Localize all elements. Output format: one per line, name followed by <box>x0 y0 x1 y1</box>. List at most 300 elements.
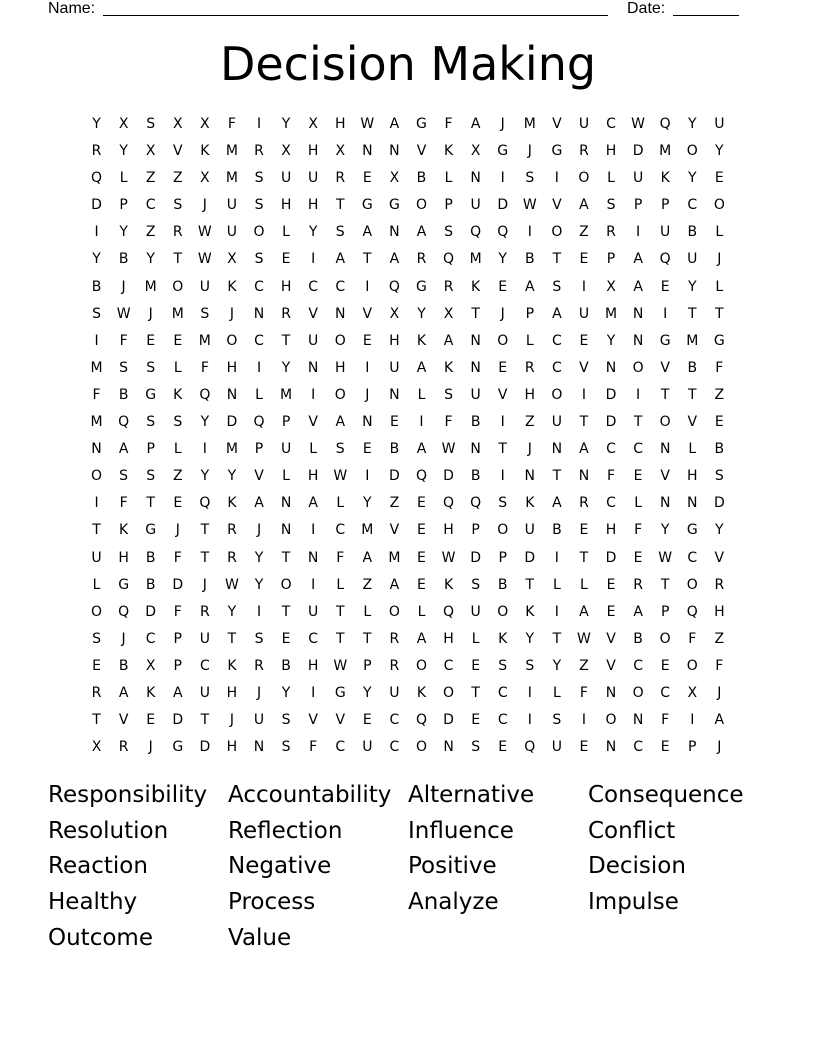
grid-letter[interactable]: T <box>227 630 237 647</box>
grid-letter[interactable]: Y <box>687 278 697 295</box>
grid-letter[interactable]: Z <box>579 224 589 241</box>
grid-letter[interactable]: O <box>497 332 509 349</box>
grid-letter[interactable]: N <box>307 359 319 376</box>
grid-letter[interactable]: T <box>146 495 155 512</box>
grid-letter[interactable]: I <box>690 712 695 729</box>
grid-letter[interactable]: D <box>605 549 617 566</box>
grid-letter[interactable]: E <box>660 278 670 295</box>
grid-letter[interactable]: E <box>417 522 426 539</box>
grid-letter[interactable]: P <box>146 441 155 458</box>
grid-letter[interactable]: S <box>498 495 508 512</box>
grid-letter[interactable]: R <box>335 170 346 187</box>
grid-letter[interactable]: V <box>416 143 427 160</box>
grid-letter[interactable]: O <box>713 197 725 214</box>
grid-letter[interactable]: J <box>500 305 505 322</box>
grid-letter[interactable]: A <box>118 684 129 701</box>
grid-letter[interactable]: Y <box>227 468 237 485</box>
grid-letter[interactable]: H <box>280 197 292 214</box>
grid-letter[interactable]: N <box>389 224 400 241</box>
grid-letter[interactable]: I <box>365 359 370 376</box>
grid-letter[interactable]: V <box>660 468 670 485</box>
grid-letter[interactable]: E <box>498 359 508 376</box>
grid-letter[interactable]: U <box>199 684 210 701</box>
grid-letter[interactable]: B <box>118 657 129 674</box>
grid-letter[interactable]: O <box>443 684 455 701</box>
grid-letter[interactable]: K <box>416 684 427 701</box>
grid-letter[interactable]: G <box>416 278 427 295</box>
grid-letter[interactable]: B <box>145 576 156 593</box>
grid-letter[interactable]: N <box>253 305 265 322</box>
grid-letter[interactable]: K <box>173 386 183 403</box>
grid-letter[interactable]: X <box>200 116 210 132</box>
grid-letter[interactable]: D <box>172 712 184 729</box>
grid-letter[interactable]: H <box>118 549 129 566</box>
grid-letter[interactable]: O <box>91 603 103 620</box>
grid-letter[interactable]: L <box>525 332 534 349</box>
grid-letter[interactable]: R <box>389 630 400 647</box>
grid-letter[interactable]: X <box>172 116 183 132</box>
grid-letter[interactable]: L <box>173 359 182 376</box>
grid-letter[interactable]: M <box>523 116 536 132</box>
grid-letter[interactable]: L <box>255 386 263 403</box>
grid-letter[interactable]: F <box>715 657 724 674</box>
grid-letter[interactable]: C <box>199 657 210 674</box>
grid-letter[interactable]: I <box>94 495 99 512</box>
grid-letter[interactable]: H <box>307 657 319 674</box>
grid-letter[interactable]: S <box>471 576 481 593</box>
grid-letter[interactable]: S <box>173 414 183 431</box>
grid-letter[interactable]: U <box>226 224 238 241</box>
grid-letter[interactable]: G <box>497 143 509 160</box>
grid-letter[interactable]: V <box>579 359 589 376</box>
grid-letter[interactable]: B <box>118 251 129 268</box>
grid-letter[interactable]: N <box>470 170 481 187</box>
grid-letter[interactable]: E <box>606 576 616 593</box>
grid-letter[interactable]: H <box>524 386 536 403</box>
grid-letter[interactable]: E <box>146 332 156 349</box>
grid-letter[interactable]: S <box>92 305 101 322</box>
grid-letter[interactable]: U <box>253 712 265 729</box>
grid-letter[interactable]: I <box>365 468 370 485</box>
grid-letter[interactable]: B <box>552 522 562 539</box>
grid-letter[interactable]: Z <box>714 630 725 647</box>
grid-letter[interactable]: L <box>688 441 697 458</box>
grid-letter[interactable]: S <box>146 359 156 376</box>
grid-letter[interactable]: F <box>227 116 236 132</box>
grid-letter[interactable]: R <box>633 576 643 593</box>
grid-letter[interactable]: Y <box>281 116 291 132</box>
grid-letter[interactable]: D <box>443 468 454 485</box>
grid-letter[interactable]: L <box>552 576 561 593</box>
grid-letter[interactable]: T <box>335 197 345 214</box>
grid-letter[interactable]: N <box>632 712 644 729</box>
grid-letter[interactable]: G <box>145 386 157 403</box>
grid-letter[interactable]: C <box>687 197 698 214</box>
grid-letter[interactable]: H <box>226 739 238 756</box>
grid-letter[interactable]: D <box>91 197 102 214</box>
grid-letter[interactable]: R <box>91 143 102 160</box>
grid-letter[interactable]: Y <box>146 251 155 268</box>
grid-letter[interactable]: W <box>333 657 348 674</box>
grid-letter[interactable]: E <box>714 170 724 187</box>
grid-letter[interactable]: E <box>146 712 156 729</box>
grid-letter[interactable]: T <box>552 468 562 485</box>
grid-letter[interactable]: V <box>362 305 373 322</box>
grid-letter[interactable]: N <box>335 305 346 322</box>
grid-letter[interactable]: U <box>551 739 562 756</box>
grid-letter[interactable]: C <box>497 684 508 701</box>
grid-letter[interactable]: U <box>470 197 481 214</box>
grid-letter[interactable]: K <box>498 630 508 647</box>
grid-letter[interactable]: T <box>281 603 291 620</box>
grid-letter[interactable]: B <box>145 549 156 566</box>
grid-letter[interactable]: D <box>199 739 211 756</box>
grid-letter[interactable]: J <box>717 739 722 756</box>
grid-letter[interactable]: I <box>256 116 262 132</box>
grid-letter[interactable]: R <box>254 657 264 674</box>
grid-letter[interactable]: S <box>281 739 291 756</box>
grid-letter[interactable]: A <box>389 116 400 132</box>
grid-letter[interactable]: C <box>687 549 698 566</box>
grid-letter[interactable]: A <box>254 495 264 512</box>
grid-letter[interactable]: U <box>660 224 671 241</box>
grid-letter[interactable]: N <box>470 441 481 458</box>
grid-letter[interactable]: B <box>687 359 698 376</box>
grid-letter[interactable]: D <box>470 549 482 566</box>
grid-letter[interactable]: V <box>660 359 670 376</box>
grid-letter[interactable]: F <box>606 468 616 485</box>
grid-letter[interactable]: L <box>715 278 724 295</box>
grid-letter[interactable]: I <box>94 332 99 349</box>
grid-letter[interactable]: F <box>173 603 182 620</box>
grid-letter[interactable]: M <box>225 170 238 187</box>
grid-letter[interactable]: M <box>659 143 672 160</box>
grid-letter[interactable]: A <box>552 495 562 512</box>
grid-letter[interactable]: I <box>636 224 641 241</box>
grid-letter[interactable]: S <box>525 170 535 187</box>
grid-letter[interactable]: Y <box>606 332 616 349</box>
grid-letter[interactable]: K <box>525 495 535 512</box>
grid-letter[interactable]: W <box>225 576 239 593</box>
grid-letter[interactable]: B <box>633 630 643 647</box>
grid-letter[interactable]: J <box>202 576 207 593</box>
grid-letter[interactable]: N <box>605 684 617 701</box>
grid-letter[interactable]: F <box>119 332 128 349</box>
grid-letter[interactable]: S <box>444 224 453 241</box>
grid-letter[interactable]: G <box>118 576 130 593</box>
grid-letter[interactable]: E <box>498 739 508 756</box>
grid-letter[interactable]: Y <box>715 143 724 160</box>
grid-letter[interactable]: V <box>497 386 508 403</box>
grid-letter[interactable]: L <box>282 224 290 241</box>
grid-letter[interactable]: Q <box>470 224 482 241</box>
grid-letter[interactable]: P <box>363 657 372 674</box>
grid-letter[interactable]: H <box>226 359 238 376</box>
grid-letter[interactable]: W <box>441 549 456 566</box>
grid-letter[interactable]: K <box>443 576 454 593</box>
grid-letter[interactable]: F <box>444 414 453 431</box>
grid-letter[interactable]: O <box>280 576 292 593</box>
grid-letter[interactable]: R <box>524 359 535 376</box>
grid-letter[interactable]: Y <box>363 684 372 701</box>
grid-letter[interactable]: F <box>661 712 670 729</box>
grid-letter[interactable]: P <box>173 630 182 647</box>
grid-letter[interactable]: T <box>552 630 562 647</box>
grid-letter[interactable]: E <box>173 495 183 512</box>
grid-letter[interactable]: C <box>254 278 264 295</box>
grid-letter[interactable]: B <box>389 441 400 458</box>
grid-letter[interactable]: A <box>308 495 318 512</box>
grid-letter[interactable]: C <box>335 278 346 295</box>
grid-letter[interactable]: S <box>119 468 129 485</box>
grid-letter[interactable]: N <box>470 359 481 376</box>
grid-letter[interactable]: N <box>605 359 617 376</box>
grid-letter[interactable]: U <box>714 116 725 132</box>
grid-letter[interactable]: C <box>551 332 562 349</box>
grid-letter[interactable]: G <box>334 684 346 701</box>
grid-letter[interactable]: Q <box>253 414 265 431</box>
grid-letter[interactable]: S <box>254 630 264 647</box>
grid-letter[interactable]: B <box>470 468 481 485</box>
grid-letter[interactable]: S <box>335 224 345 241</box>
grid-letter[interactable]: U <box>632 170 644 187</box>
grid-letter[interactable]: C <box>254 332 264 349</box>
grid-letter[interactable]: M <box>280 386 293 403</box>
grid-letter[interactable]: J <box>229 305 234 322</box>
grid-letter[interactable]: S <box>444 386 453 403</box>
grid-letter[interactable]: O <box>659 630 671 647</box>
grid-letter[interactable]: J <box>500 116 505 132</box>
grid-letter[interactable]: N <box>659 441 671 458</box>
grid-letter[interactable]: C <box>308 278 319 295</box>
grid-letter[interactable]: S <box>119 359 129 376</box>
grid-letter[interactable]: J <box>527 143 532 160</box>
grid-letter[interactable]: A <box>470 116 481 132</box>
grid-letter[interactable]: H <box>226 684 238 701</box>
grid-letter[interactable]: T <box>335 603 345 620</box>
grid-letter[interactable]: E <box>606 603 616 620</box>
grid-letter[interactable]: B <box>91 278 102 295</box>
grid-letter[interactable]: N <box>524 468 536 485</box>
grid-letter[interactable]: E <box>362 170 372 187</box>
grid-letter[interactable]: Q <box>118 603 130 620</box>
grid-letter[interactable]: U <box>308 332 319 349</box>
grid-letter[interactable]: Q <box>686 603 698 620</box>
grid-letter[interactable]: E <box>660 657 670 674</box>
grid-letter[interactable]: Q <box>497 224 509 241</box>
grid-letter[interactable]: R <box>91 684 102 701</box>
grid-letter[interactable]: B <box>497 576 508 593</box>
grid-letter[interactable]: T <box>335 630 345 647</box>
grid-letter[interactable]: M <box>686 332 699 349</box>
grid-letter[interactable]: B <box>416 170 427 187</box>
grid-letter[interactable]: P <box>660 603 670 620</box>
grid-letter[interactable]: I <box>311 522 316 539</box>
grid-letter[interactable]: R <box>579 495 589 512</box>
grid-letter[interactable]: M <box>225 441 238 458</box>
grid-letter[interactable]: I <box>554 170 559 187</box>
grid-letter[interactable]: O <box>415 739 427 756</box>
grid-letter[interactable]: H <box>389 332 400 349</box>
grid-letter[interactable]: I <box>527 224 532 241</box>
grid-letter[interactable]: A <box>416 630 427 647</box>
grid-letter[interactable]: T <box>92 712 101 729</box>
grid-letter[interactable]: G <box>361 197 373 214</box>
grid-letter[interactable]: N <box>632 305 644 322</box>
grid-letter[interactable]: E <box>633 549 643 566</box>
grid-letter[interactable]: E <box>417 576 426 593</box>
grid-letter[interactable]: F <box>444 116 453 132</box>
grid-letter[interactable]: H <box>605 522 617 539</box>
grid-letter[interactable]: F <box>119 495 128 512</box>
grid-letter[interactable]: J <box>148 739 153 756</box>
grid-letter[interactable]: Z <box>714 386 725 403</box>
grid-letter[interactable]: T <box>687 386 697 403</box>
grid-letter[interactable]: G <box>659 332 671 349</box>
grid-letter[interactable]: X <box>389 305 400 322</box>
grid-letter[interactable]: H <box>605 143 617 160</box>
grid-letter[interactable]: F <box>688 630 697 647</box>
grid-letter[interactable]: V <box>118 712 129 729</box>
grid-letter[interactable]: T <box>173 251 183 268</box>
grid-letter[interactable]: Y <box>119 143 128 160</box>
grid-letter[interactable]: F <box>309 739 318 756</box>
grid-letter[interactable]: Z <box>389 495 400 512</box>
grid-letter[interactable]: Y <box>254 549 264 566</box>
grid-letter[interactable]: O <box>659 414 671 431</box>
grid-letter[interactable]: T <box>363 251 372 268</box>
grid-letter[interactable]: R <box>606 224 616 241</box>
grid-letter[interactable]: A <box>416 359 427 376</box>
grid-letter[interactable]: O <box>497 603 509 620</box>
grid-letter[interactable]: H <box>307 468 319 485</box>
grid-letter[interactable]: I <box>500 170 505 187</box>
grid-letter[interactable]: R <box>389 657 400 674</box>
grid-letter[interactable]: U <box>524 522 535 539</box>
grid-letter[interactable]: W <box>197 224 212 241</box>
grid-letter[interactable]: Z <box>524 414 535 431</box>
grid-letter[interactable]: K <box>227 657 237 674</box>
grid-letter[interactable]: C <box>606 116 616 132</box>
grid-letter[interactable]: Z <box>579 657 589 674</box>
grid-letter[interactable]: T <box>715 305 724 322</box>
grid-letter[interactable]: Y <box>119 224 128 241</box>
grid-letter[interactable]: Y <box>715 522 724 539</box>
grid-letter[interactable]: R <box>281 305 291 322</box>
grid-letter[interactable]: R <box>714 576 725 593</box>
grid-letter[interactable]: E <box>498 278 508 295</box>
grid-letter[interactable]: G <box>551 143 563 160</box>
grid-letter[interactable]: I <box>500 468 505 485</box>
grid-letter[interactable]: O <box>551 386 563 403</box>
grid-letter[interactable]: O <box>388 603 400 620</box>
grid-letter[interactable]: T <box>579 414 589 431</box>
grid-letter[interactable]: E <box>281 630 291 647</box>
grid-letter[interactable]: X <box>443 305 454 322</box>
grid-letter[interactable]: F <box>579 684 588 701</box>
grid-letter[interactable]: R <box>199 603 210 620</box>
grid-letter[interactable]: I <box>311 386 316 403</box>
grid-letter[interactable]: W <box>631 116 646 132</box>
grid-letter[interactable]: J <box>175 522 180 539</box>
grid-letter[interactable]: R <box>254 143 264 160</box>
grid-letter[interactable]: R <box>579 143 589 160</box>
grid-letter[interactable]: I <box>581 278 587 295</box>
grid-letter[interactable]: M <box>388 549 401 566</box>
grid-letter[interactable]: C <box>606 495 616 512</box>
grid-letter[interactable]: Y <box>308 224 318 241</box>
grid-letter[interactable]: I <box>311 684 316 701</box>
grid-letter[interactable]: X <box>145 143 156 160</box>
grid-letter[interactable]: I <box>500 414 505 431</box>
grid-letter[interactable]: I <box>311 576 316 593</box>
grid-letter[interactable]: O <box>415 197 427 214</box>
grid-letter[interactable]: O <box>253 224 265 241</box>
grid-letter[interactable]: E <box>633 468 643 485</box>
grid-letter[interactable]: T <box>633 414 643 431</box>
grid-letter[interactable]: H <box>307 197 319 214</box>
grid-letter[interactable]: G <box>416 116 427 132</box>
grid-letter[interactable]: I <box>256 359 262 376</box>
grid-letter[interactable]: E <box>471 657 481 674</box>
grid-letter[interactable]: C <box>145 197 156 214</box>
grid-letter[interactable]: P <box>119 197 128 214</box>
grid-letter[interactable]: K <box>443 143 454 160</box>
grid-letter[interactable]: V <box>308 414 318 431</box>
grid-letter[interactable]: Z <box>145 170 156 187</box>
grid-letter[interactable]: C <box>551 359 562 376</box>
grid-letter[interactable]: D <box>713 495 725 512</box>
grid-letter[interactable]: L <box>282 468 290 485</box>
grid-letter[interactable]: T <box>552 251 562 268</box>
grid-letter[interactable]: S <box>281 712 291 729</box>
grid-letter[interactable]: V <box>335 712 346 729</box>
grid-letter[interactable]: N <box>389 386 400 403</box>
grid-letter[interactable]: R <box>416 251 427 268</box>
grid-letter[interactable]: P <box>471 522 480 539</box>
grid-letter[interactable]: K <box>416 332 427 349</box>
grid-letter[interactable]: L <box>444 170 453 187</box>
grid-letter[interactable]: Z <box>362 576 373 593</box>
grid-letter[interactable]: T <box>281 332 291 349</box>
grid-letter[interactable]: S <box>200 305 210 322</box>
grid-letter[interactable]: E <box>660 739 670 756</box>
grid-letter[interactable]: X <box>606 278 616 295</box>
grid-letter[interactable]: N <box>362 414 373 431</box>
grid-letter[interactable]: J <box>717 684 722 701</box>
grid-letter[interactable]: E <box>579 739 589 756</box>
grid-letter[interactable]: N <box>253 739 265 756</box>
grid-letter[interactable]: N <box>578 468 590 485</box>
grid-letter[interactable]: P <box>525 305 535 322</box>
grid-letter[interactable]: D <box>524 549 536 566</box>
grid-letter[interactable]: L <box>471 630 480 647</box>
grid-letter[interactable]: O <box>172 278 184 295</box>
grid-letter[interactable]: C <box>633 657 643 674</box>
grid-letter[interactable]: V <box>308 712 318 729</box>
grid-letter[interactable]: O <box>605 712 617 729</box>
grid-letter[interactable]: O <box>632 684 644 701</box>
grid-letter[interactable]: Y <box>498 251 507 268</box>
grid-letter[interactable]: D <box>497 197 509 214</box>
grid-letter[interactable]: A <box>362 549 373 566</box>
grid-letter[interactable]: M <box>90 359 103 376</box>
grid-letter[interactable]: G <box>145 522 157 539</box>
grid-letter[interactable]: Y <box>92 251 101 268</box>
grid-letter[interactable]: Y <box>92 116 101 132</box>
grid-letter[interactable]: B <box>687 224 698 241</box>
grid-letter[interactable]: E <box>417 495 426 512</box>
